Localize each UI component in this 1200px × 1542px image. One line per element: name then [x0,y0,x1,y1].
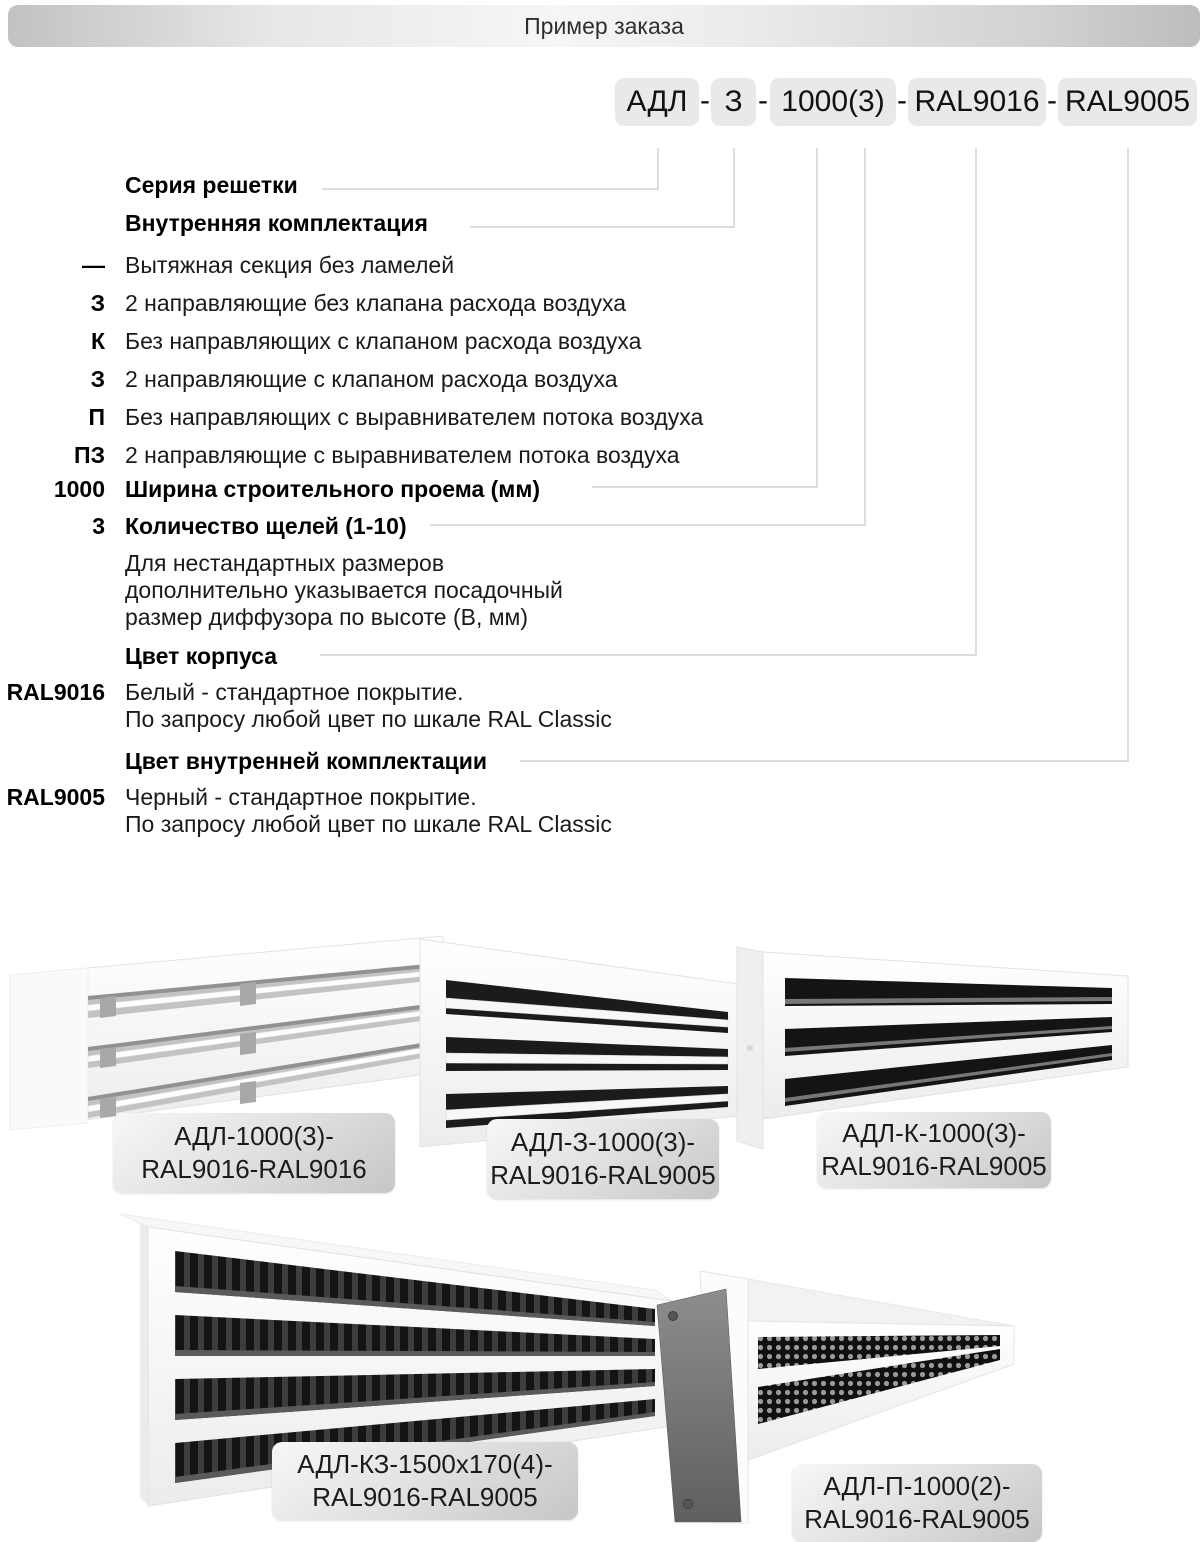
slots-text: Количество щелей (1-10) [125,513,407,539]
code-separator: - [1047,84,1057,117]
code-segment-size: 1000(3) [770,78,896,126]
width-row [0,475,790,503]
product-photos [0,920,1200,1524]
body-color-row2: По запросу любой цвет по шкале RAL Classic [125,706,612,732]
connector-line [1127,148,1129,761]
note-line: размер диффузора по высоте (В, мм) [125,604,529,630]
internal-color-desc: Черный - стандартное покрытие. [125,784,477,810]
code-segment-internal: З [711,78,756,126]
legend-series-label [0,171,790,199]
code-segment-inner-color: RAL9005 [1058,78,1197,126]
body-color-row [0,678,790,706]
option-text: Вытяжная секция без ламелей [125,252,455,278]
width-text: Ширина строительного проема (мм) [125,476,540,502]
code-separator: - [758,84,768,117]
option-text: Без направляющих с клапаном расхода воздуха [125,328,642,354]
option-text: Без направляющих с выравнивателем потока воздуха [125,404,704,430]
code-separator: - [700,84,710,117]
option-code: З [90,290,105,316]
legend-internal-label [0,209,790,237]
option-row [0,441,790,469]
product-label-adl-kz: АДЛ-КЗ-1500х170(4)- RAL9016-RAL9005 [272,1442,578,1520]
product-label-adl: АДЛ-1000(3)- RAL9016-RAL9016 [113,1113,395,1193]
internal-label: Внутренняя комплектация [125,210,428,236]
option-row [0,365,790,393]
product-label-adl-p: АДЛ-П-1000(2)- RAL9016-RAL9005 [792,1464,1042,1542]
option-code: — [82,252,105,278]
option-row [0,289,790,317]
option-code: ПЗ [74,442,105,468]
connector-line [864,148,866,525]
option-row [0,251,790,279]
connector-line [816,148,818,487]
option-text: 2 направляющие с клапаном расхода воздуха [125,366,618,392]
code-segment-series: АДЛ [615,78,699,126]
internal-color-row2: По запросу любой цвет по шкале RAL Classic [125,811,612,837]
option-row [0,403,790,431]
body-color-desc: Белый - стандартное покрытие. [125,679,464,705]
option-code: П [88,404,105,430]
internal-color-label: Цвет внутренней комплектации [125,748,488,774]
option-text: 2 направляющие с выравнивателем потока воздуха [125,442,680,468]
option-code: К [90,328,105,354]
series-label: Серия решетки [125,172,298,198]
code-segment-body-color: RAL9016 [908,78,1046,126]
code-separator: - [897,84,907,117]
product-photo-adl-z [420,939,738,1147]
option-code: З [90,366,105,392]
internal-color-code: RAL9005 [6,784,105,810]
slots-row [0,512,790,540]
product-photo-adl [10,936,443,1130]
option-text: 2 направляющие без клапана расхода воздуха [125,290,626,316]
product-label-adl-z: АДЛ-З-1000(3)- RAL9016-RAL9005 [487,1119,719,1199]
width-code: 1000 [53,476,105,502]
slots-code: 3 [92,513,105,539]
internal-color-row [0,783,790,811]
note-line: дополнительно указывается посадочный [125,577,563,603]
product-label-adl-k: АДЛ-К-1000(3)- RAL9016-RAL9005 [817,1112,1051,1188]
connector-line [975,148,977,655]
page-title: Пример заказа [8,5,1200,47]
option-row [0,327,790,355]
body-color-label: Цвет корпуса [125,643,278,669]
note-line: Для нестандартных размеров [125,550,445,576]
body-color-code: RAL9016 [6,679,105,705]
